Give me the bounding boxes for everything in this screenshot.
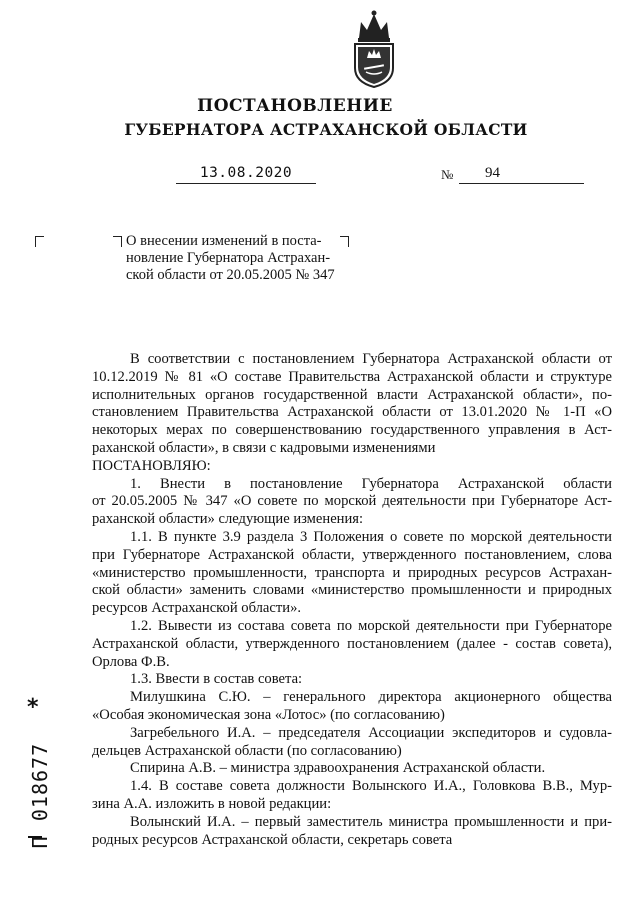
document-number: 94 (485, 165, 500, 181)
body-line: Спирина А.В. – министра здравоохранения Астраханской области. (130, 760, 546, 777)
body-line: некоторых мерах по совершенствованию государственного управления в Аст- (92, 422, 612, 439)
body-line: ской области» заменить словами «министерство промышленности и природных (92, 582, 612, 599)
document-subject (126, 233, 336, 284)
body-line: раханской области» следующие изменения: (92, 511, 364, 528)
document-issuer: ГУБЕРНАТОРА АСТРАХАНСКОЙ ОБЛАСТИ (124, 120, 528, 139)
corner-mark-subject-right (340, 236, 349, 247)
body-line: раханской области», в связи с кадровыми изменениями (92, 439, 436, 456)
body-line: 1. Внести в постановление Губернатора Астраханской области (130, 475, 612, 492)
subject-line: О внесении изменений в поста- (126, 233, 322, 249)
body-line: от 20.05.2005 № 347 «О совете по морской деятельности при Губернаторе Аст- (92, 493, 612, 510)
serial-prefix: П (28, 835, 52, 849)
body-line: при Губернаторе Астраханской области, утвержденного постановлением, слова (92, 546, 612, 563)
corner-mark-left (35, 236, 44, 247)
body-line: исполнительных органов государственной власти Астраханской области», по- (92, 386, 612, 403)
body-line: 1.2. Вывести из состава совета по морской деятельности при Губернаторе (130, 617, 612, 634)
body-line: 1.4. В составе совета должности Волынского И.А., Головкова В.В., Мур- (130, 778, 612, 795)
body-line: Загребельного И.А. – председателя Ассоциации экспедиторов и судовла- (130, 724, 612, 741)
body-line: 1.3. Ввести в состав совета: (130, 671, 303, 688)
side-stamp-prefix (20, 812, 60, 872)
body-line: Орлова Ф.В. (92, 653, 170, 670)
body-line: 1.1. В пункте 3.9 раздела 3 Положения о совете по морской деятельности (130, 528, 612, 545)
body-line: «министерство промышленности, транспорта и природных ресурсов Астрахан- (92, 564, 612, 581)
body-line: «Особая экономическая зона «Лотос» (по согласованию) (92, 706, 445, 723)
corner-mark-subject-left (113, 236, 122, 247)
body-line: Волынский И.А. – первый заместитель министра промышленности и при- (130, 813, 612, 830)
body-line: становлением Правительства Астраханской области от 13.01.2020 № 1-П «О (92, 404, 612, 421)
body-line: ресурсов Астраханской области». (92, 600, 302, 617)
number-sign: № (441, 167, 454, 182)
body-line: зина А.А. изложить в новой редакции: (92, 795, 332, 812)
body-line: Милушкина С.Ю. – генерального директора акционерного общества (130, 689, 612, 706)
subject-line: ской области от 20.05.2005 № 347 (126, 267, 335, 283)
astrakhan-coat-of-arms-icon (347, 8, 401, 88)
subject-line: новление Губернатора Астрахан- (126, 250, 331, 266)
body-line: ПОСТАНОВЛЯЮ: (92, 457, 211, 474)
document-number-field (459, 165, 584, 184)
body-line: родных ресурсов Астраханской области, секретарь совета (92, 831, 453, 848)
body-line: дельцев Астраханской области (по согласованию) (92, 742, 402, 759)
document-date: 13.08.2020 (176, 165, 316, 184)
body-line: 10.12.2019 № 81 «О составе Правительства Астраханской области и структуре (92, 368, 612, 385)
document-title: ПОСТАНОВЛЕНИЕ (197, 96, 393, 116)
serial-number: 018677 (28, 742, 52, 822)
body-line: Астраханской области, утвержденного постановлением (далее - состав совета), (92, 635, 612, 652)
side-stamp-star: * (27, 695, 39, 720)
body-line: В соответствии с постановлением Губернатора Астраханской области от (130, 351, 612, 367)
document-body (92, 351, 612, 849)
